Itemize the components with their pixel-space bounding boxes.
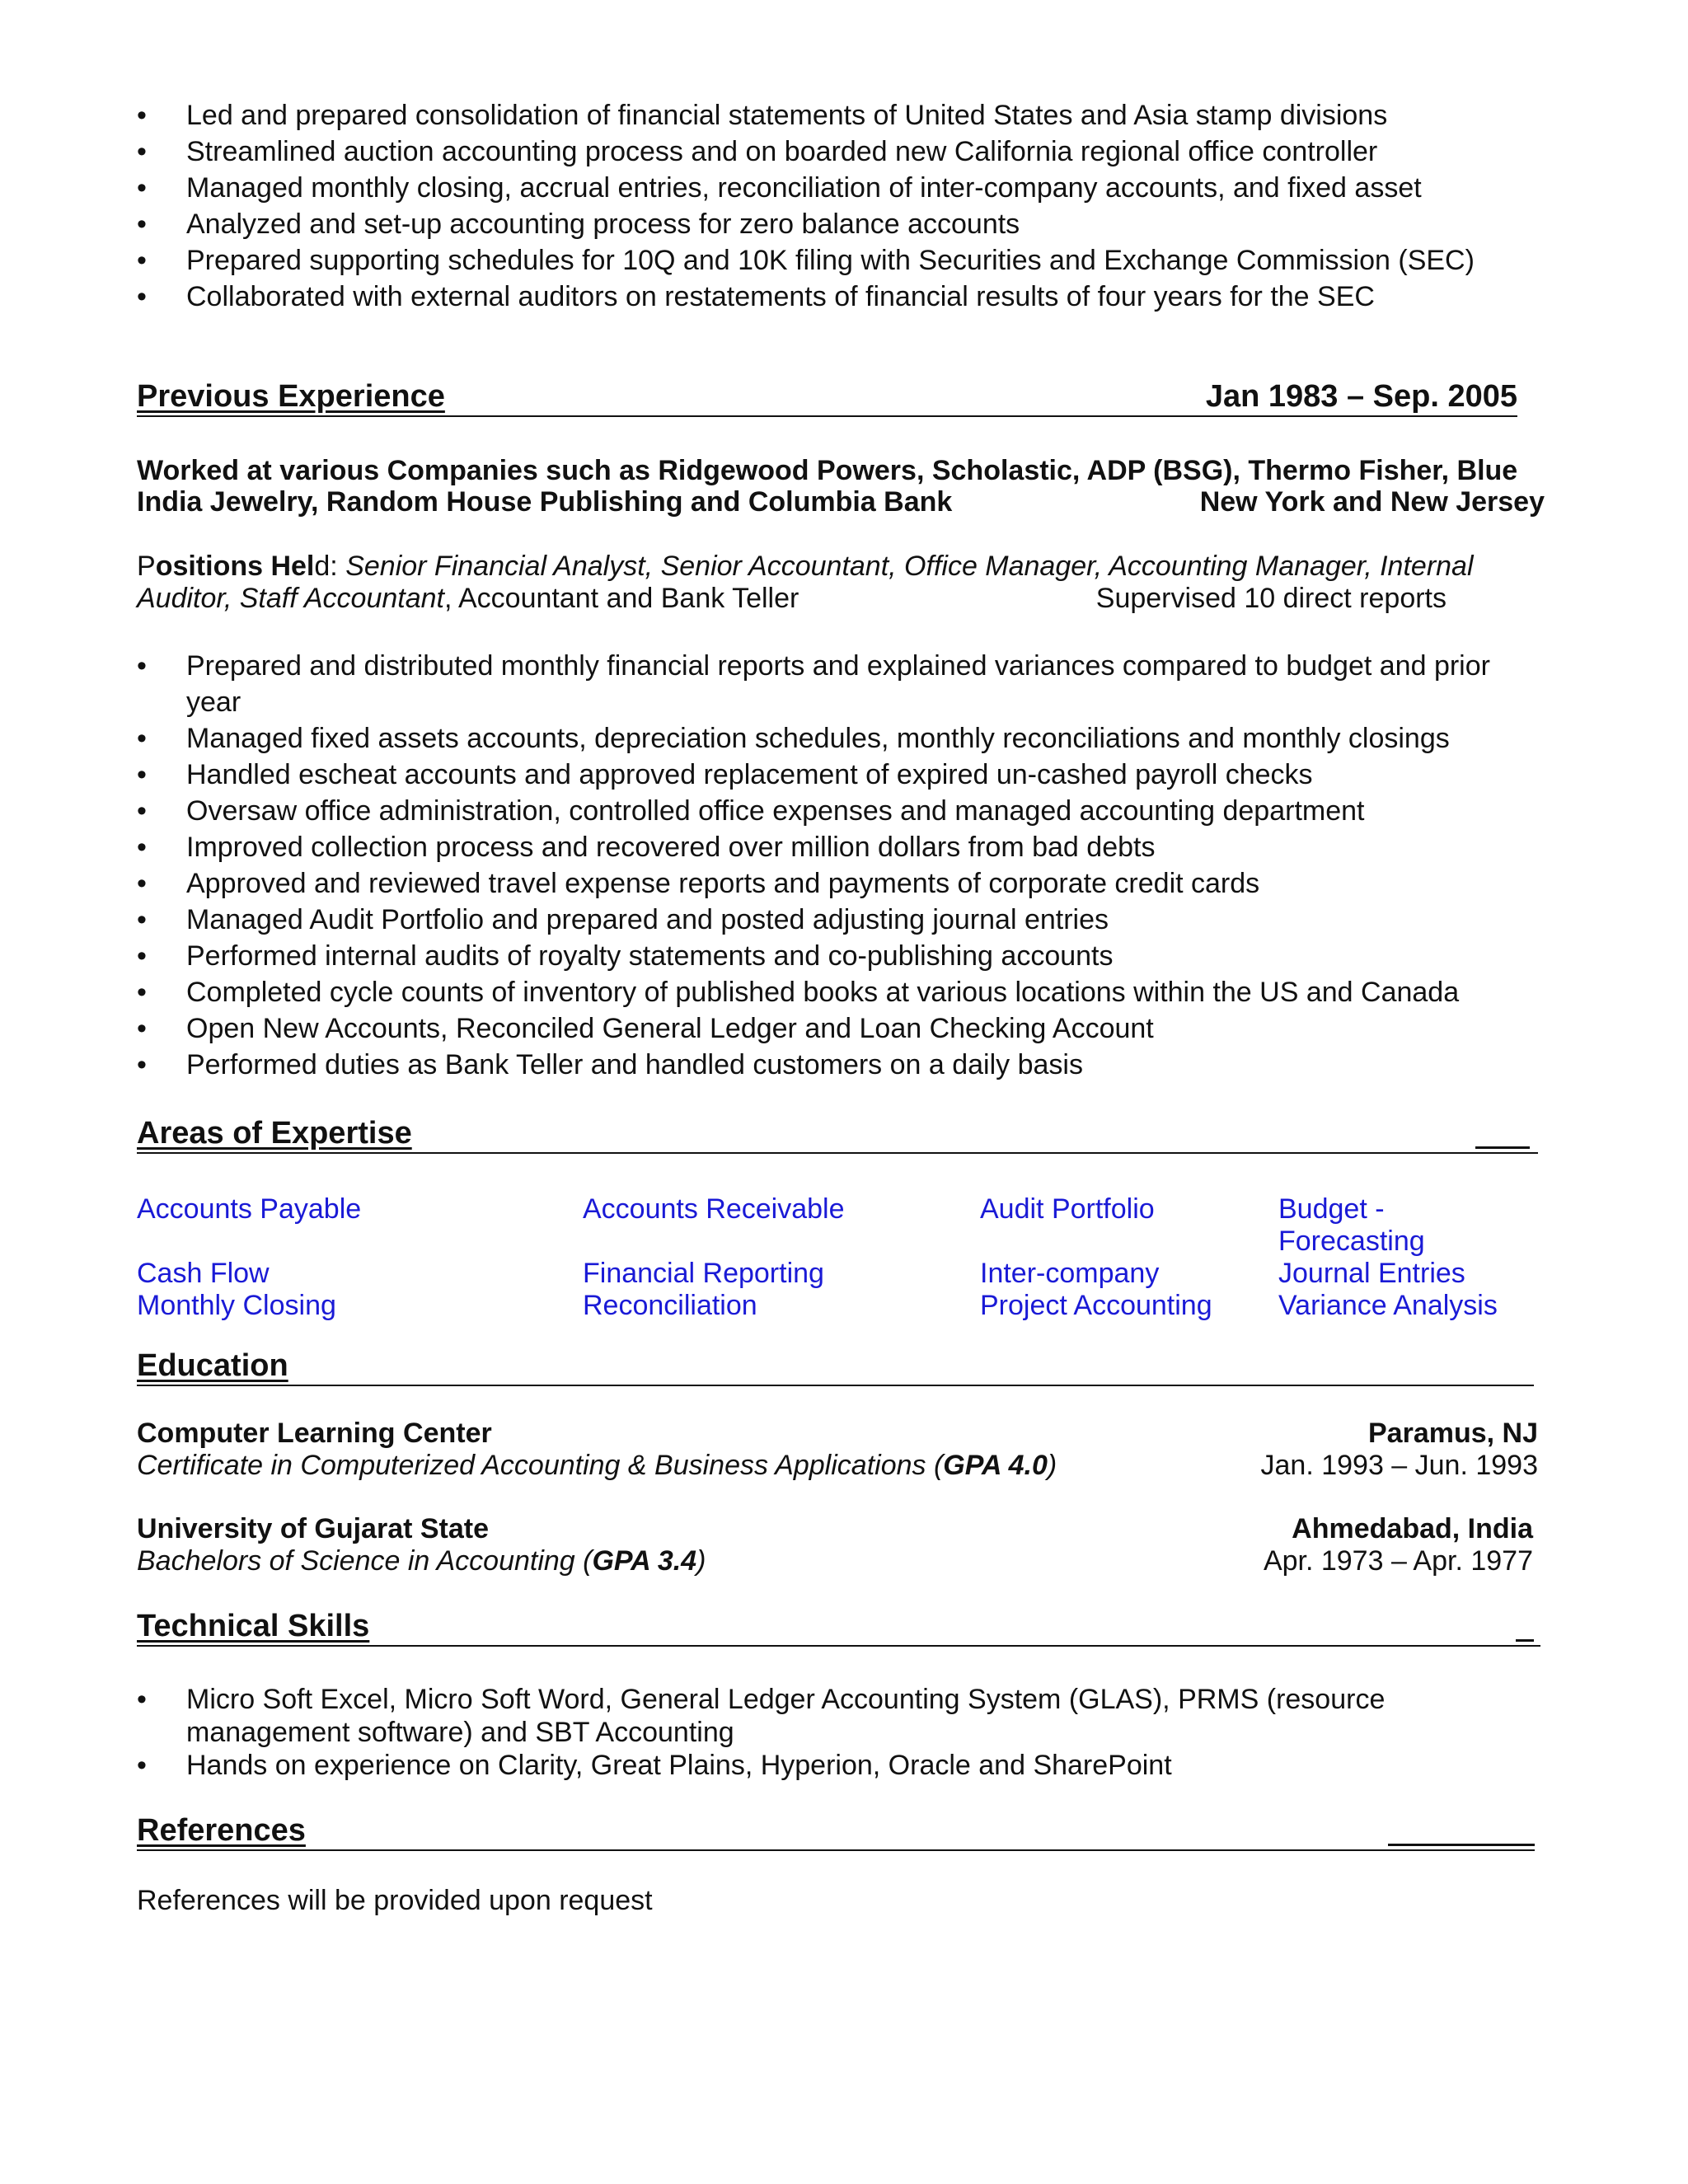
heading-blank-line: [1388, 1844, 1535, 1846]
school-dates: Apr. 1973 – Apr. 1977: [1263, 1545, 1533, 1577]
expertise-item: Audit Portfolio: [980, 1193, 1155, 1225]
degree-text: [137, 1450, 1057, 1481]
list-item: • Performed internal audits of royalty statements and co-publishing accounts: [137, 938, 1538, 974]
companies-line-2: India Jewelry, Random House Publishing and Columbia Bank: [137, 486, 953, 518]
top-bullet-list: [137, 97, 1538, 315]
positions-line-2: [137, 583, 1538, 615]
experience-bullet-list: [137, 648, 1538, 1083]
school-name: Computer Learning Center: [137, 1418, 492, 1449]
experience-location: New York and New Jersey: [1199, 486, 1545, 518]
expertise-grid: [137, 1193, 1538, 1322]
school-dates: Jan. 1993 – Jun. 1993: [1260, 1450, 1538, 1481]
positions-line-1: [137, 551, 1538, 583]
list-item: • Led and prepared consolidation of financial statements of United States and Asia stamp divisions: [137, 97, 1538, 134]
school-row: [137, 1513, 1538, 1545]
references-text: References will be provided upon request: [137, 1885, 653, 1916]
positions-held-block: [137, 551, 1538, 615]
expertise-item: Journal Entries: [1278, 1258, 1465, 1289]
expertise-item: Cash Flow: [137, 1258, 270, 1289]
school-location: Ahmedabad, India: [1292, 1513, 1533, 1544]
section-title: References: [137, 1813, 306, 1848]
section-title: Education: [137, 1348, 288, 1383]
expertise-item: Budget - Forecasting: [1278, 1193, 1425, 1257]
resume-page: [137, 97, 1545, 1919]
expertise-item: Reconciliation: [583, 1290, 757, 1321]
supervised-reports: Supervised 10 direct reports: [1095, 583, 1447, 614]
degree-close: ): [696, 1545, 706, 1577]
experience-dates: Jan 1983 – Sep. 2005: [1205, 379, 1517, 414]
degree-text: [137, 1545, 706, 1577]
expertise-item: Inter-company: [980, 1258, 1160, 1289]
degree-row: [137, 1450, 1538, 1482]
list-item: • Approved and reviewed travel expense reports and payments of corporate credit cards: [137, 865, 1538, 902]
positions-label-tail: d:: [314, 551, 346, 582]
section-title: Areas of Expertise: [137, 1116, 412, 1151]
list-item: • Completed cycle counts of inventory of published books at various locations within the US and Canada: [137, 974, 1538, 1010]
degree-gpa: GPA 4.0: [943, 1450, 1048, 1481]
companies-line-1: Worked at various Companies such as Ridgewood Powers, Scholastic, ADP (BSG), Thermo Fisher, Blue: [137, 455, 1518, 486]
list-item: • Oversaw office administration, controlled office expenses and managed accounting department: [137, 793, 1538, 829]
list-item: • Hands on experience on Clarity, Great Plains, Hyperion, Oracle and SharePoint: [137, 1749, 1538, 1782]
list-item: • Handled escheat accounts and approved replacement of expired un-cashed payroll checks: [137, 757, 1538, 793]
heading-blank-line: [1475, 1146, 1530, 1149]
degree-name: Certificate in Computerized Accounting & Business Applications (: [137, 1450, 944, 1481]
education-entry: [137, 1418, 1538, 1482]
section-heading-references: [137, 1811, 1535, 1851]
list-item: • Streamlined auction accounting process and on boarded new California regional office controller: [137, 134, 1538, 170]
expertise-item: Monthly Closing: [137, 1290, 336, 1321]
section-title: Previous Experience: [137, 379, 445, 414]
list-item: • Managed Audit Portfolio and prepared and posted adjusting journal entries: [137, 902, 1538, 938]
school-location: Paramus, NJ: [1368, 1418, 1538, 1449]
list-item: • Managed fixed assets accounts, depreciation schedules, monthly reconciliations and monthly closings: [137, 720, 1538, 757]
technical-skills-list: [137, 1683, 1538, 1782]
expertise-item: Variance Analysis: [1278, 1290, 1498, 1321]
companies-block: [137, 455, 1545, 518]
list-item: • Open New Accounts, Reconciled General Ledger and Loan Checking Account: [137, 1010, 1538, 1047]
school-name: University of Gujarat State: [137, 1513, 490, 1544]
list-item: • Prepared supporting schedules for 10Q and 10K filing with Securities and Exchange Commission (SEC): [137, 242, 1538, 279]
list-item: • Analyzed and set-up accounting process for zero balance accounts: [137, 206, 1538, 242]
list-item: • Prepared and distributed monthly financial reports and explained variances compared to budget and prior year: [137, 648, 1538, 720]
degree-name: Bachelors of Science in Accounting (: [137, 1545, 593, 1577]
list-item: • Managed monthly closing, accrual entries, reconciliation of inter-company accounts, and fixed asset: [137, 170, 1538, 206]
list-item: • Performed duties as Bank Teller and handled customers on a daily basis: [137, 1047, 1538, 1083]
section-heading-education: [137, 1347, 1534, 1386]
section-heading-areas-of-expertise: [137, 1114, 1538, 1154]
positions-plain: , Accountant and Bank Teller: [443, 583, 799, 614]
expertise-item: Accounts Receivable: [583, 1193, 845, 1225]
school-row: [137, 1418, 1538, 1450]
heading-blank-line: [1516, 1639, 1534, 1642]
section-heading-previous-experience: [137, 377, 1517, 417]
degree-close: ): [1047, 1450, 1057, 1481]
degree-gpa: GPA 3.4: [592, 1545, 697, 1577]
positions-italic-1: Senior Financial Analyst, Senior Accountant, Office Manager, Accounting Manager, Internal: [345, 551, 1474, 582]
positions-italic-2: Auditor, Staff Accountant: [137, 583, 444, 614]
section-heading-technical-skills: [137, 1607, 1540, 1647]
section-title: Technical Skills: [137, 1609, 370, 1643]
list-item: • Micro Soft Excel, Micro Soft Word, General Ledger Accounting System (GLAS), PRMS (resource management software) and SBT Accounting: [137, 1683, 1538, 1749]
degree-row: [137, 1545, 1538, 1577]
positions-label-p: P: [137, 551, 156, 582]
expertise-item: Accounts Payable: [137, 1193, 362, 1225]
expertise-item: Project Accounting: [980, 1290, 1212, 1321]
positions-label-bold: ositions Hel: [155, 551, 315, 582]
list-item: • Collaborated with external auditors on restatements of financial results of four years for the SEC: [137, 279, 1538, 315]
list-item: • Improved collection process and recovered over million dollars from bad debts: [137, 829, 1538, 865]
companies-line-2-row: [137, 486, 1545, 518]
education-entry: [137, 1513, 1538, 1577]
expertise-item: Financial Reporting: [583, 1258, 824, 1289]
